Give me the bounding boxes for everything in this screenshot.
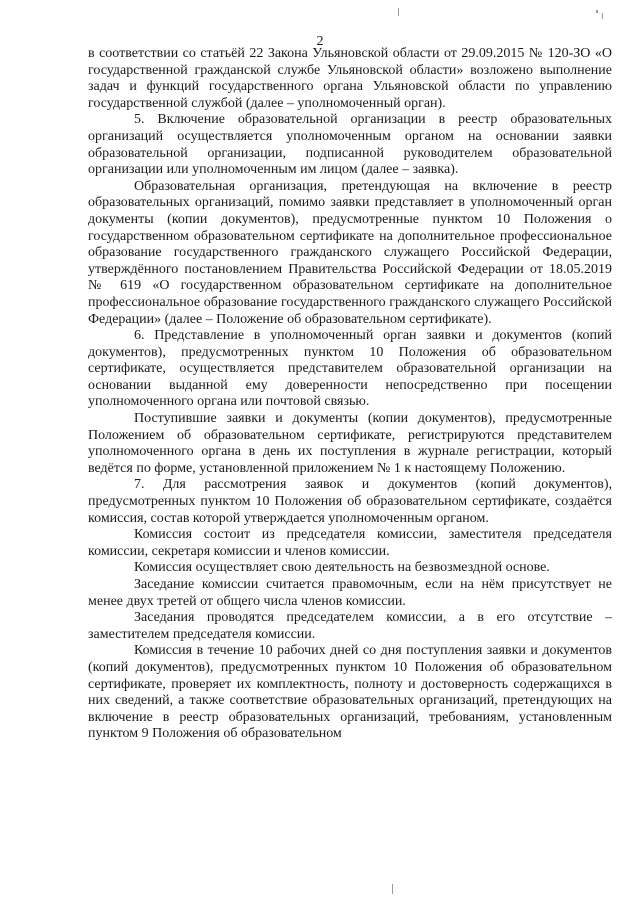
paragraph-commission-composition: Комиссия состоит из председателя комиссии, заместителя председателя комиссии, секретаря комиссии и членов комиссии.	[88, 527, 612, 559]
page-number: 2	[316, 34, 324, 49]
paragraph-registration: Поступившие заявки и документы (копии документов), предусмотренные Положением об образовательном сертификате, регистрируются представителем уполномоченного органа в день их поступления в журнале регистрации, который ведётся по форме, установленной приложением № 1 к настоящему Положению.	[88, 411, 612, 476]
paragraph-commission-basis: Комиссия осуществляет свою деятельность на безвозмездной основе.	[134, 560, 550, 576]
scan-mark	[602, 13, 603, 19]
paragraph-documents: Образовательная организация, претендующая на включение в реестр образовательных организаций, помимо заявки представляет в уполномоченный орган документы (копии документов), предусмотренные пунктом 10 Положения о государственном образовательном сертификате на дополнительное профессиональное образование государственного гражданского служащего Российской Федерации, утверждённого постановлением Правительства Российской Федерации от 18.05.2019 № 619 «О государственном образовательном сертификате на дополнительное профессиональное образование государственного гражданского служащего Российской Федерации» (далее – Положение об образовательном сертификате).	[88, 178, 612, 327]
paragraph-item-5: 5. Включение образовательной организации в реестр образовательных организаций осуществляется уполномоченным органом на основании заявки образовательной организации, подписанной руководителем образовательной организации или уполномоченным им лицом (далее – заявка).	[88, 112, 612, 178]
document-body	[88, 46, 612, 743]
paragraph-quorum: Заседание комиссии считается правомочным, если на нём присутствует не менее двух третей от общего числа членов комиссии.	[88, 577, 612, 609]
paragraph-item-6: 6. Представление в уполномоченный орган заявки и документов (копий документов), предусмотренных пунктом 10 Положения об образовательном сертификате, осуществляется представителем образовательной организации на основании выданной ему доверенности непосредственно при посещении уполномоченного органа или почтовой связью.	[88, 328, 612, 410]
paragraph-chairing: Заседания проводятся председателем комиссии, а в его отсутствие – заместителем председателя комиссии.	[88, 610, 612, 642]
paragraph-review: Комиссия в течение 10 рабочих дней со дня поступления заявки и документов (копий документов), предусмотренных пунктом 10 Положения об образовательном сертификате, проверяет их комплектность, полноту и достоверность содержащихся в них сведений, а также соответствие образовательных организаций, претендующих на включение в реестр образовательных организаций, требованиям, установленным пунктом 9 Положения об образовательном	[88, 643, 612, 742]
paragraph-continuation: в соответствии со статьёй 22 Закона Ульяновской области от 29.09.2015 № 120-ЗО «О государственной гражданской службе Ульяновской области» возложено выполнение задач и функций государственного органа Ульяновской области по управлению государственной службой (далее – уполномоченный орган).	[88, 46, 612, 111]
scan-mark	[392, 884, 393, 894]
paragraph-item-7: 7. Для рассмотрения заявок и документов (копий документов), предусмотренных пунктом 10 Положения об образовательном сертификате, создаётся комиссия, состав которой утверждается уполномоченным органом.	[88, 477, 612, 526]
scan-mark	[596, 10, 598, 13]
scan-mark	[398, 8, 399, 16]
